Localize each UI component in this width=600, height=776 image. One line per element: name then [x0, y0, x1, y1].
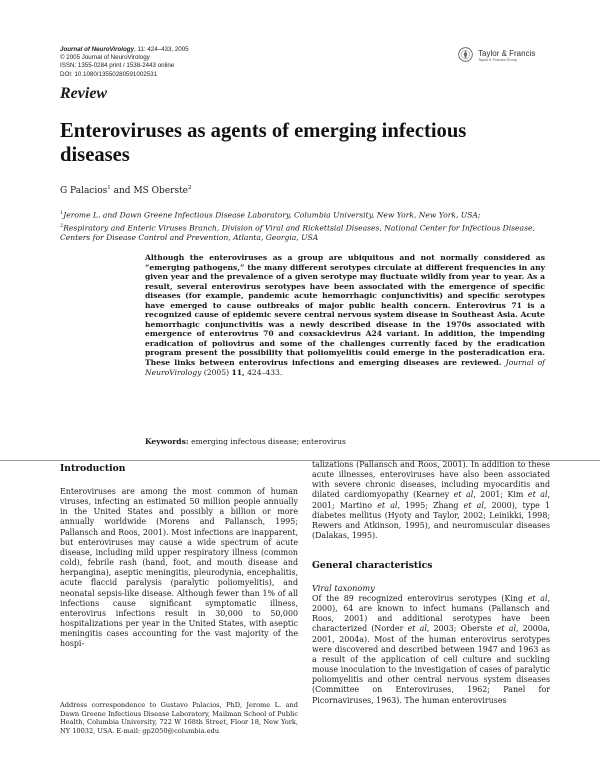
affiliation-2: Respiratory and Enteric Viruses Branch, Division of Viral and Rickettsial Diseases, National Center for Infectious Disease, Centers for Disease Control and Prevention, Atlanta, Georgia, USA [60, 223, 535, 243]
et-al: et al [496, 624, 516, 634]
introduction-paragraph: Enteroviruses are among the most common of human viruses, infecting an estimated 50 million people annually in the United States and possibly a billion or more annually worldwide (Morens and Pallansch, 1995; Pallansch and Roos, 2001). Most infections are inapparent, but enteroviruses may cause a wide spectrum of acute disease, including mild upper respiratory illness (common cold), febrile rash (hand, foot, and mouth disease and herpangina), aseptic meningitis, pleurodynia, encephalitis, acute flaccid paralysis (paralytic poliomyelitis), and neonatal sepsis-like disease. Although fewer than 1% of all infections cause significant symptomatic illness, enterovirus infections result in 30,000 to 50,000 hospitalizations per year in the United States, with aseptic meningitis cases accounting for the vast majority of the hospi- [60, 487, 298, 649]
journal-copyright: © 2005 Journal of NeuroVirology [60, 54, 150, 62]
author-1: G Palacios [60, 186, 108, 196]
general-characteristics-heading: General characteristics [312, 560, 433, 571]
abstract-body: Although the enteroviruses as a group are ubiquitous and not normally considered as “emerging pathogens,” the many different serotypes circulate at different frequencies in any given year and the prevalence of a given serotype may fluctuate wildly from year to year. As a result, several enterovirus serotypes have been associated with the emergence of specific diseases (for example, pandemic acute hemorrhagic conjunctivitis) and specific serotypes have emerged to cause outbreaks of major public health concern. Enterovirus 71 is a recognized cause of epidemic severe central nervous system disease in Southeast Asia. Acute hemorrhagic conjunctivitis was a newly described disease in the 1970s associated with emergence of enterovirus 70 and coxsackievirus A24 variant. In addition, the impending eradication of poliovirus and some of the challenges currently faced by the eradication program present the possibility that poliomyelitis could emerge in the posteradication era. These links between enterovirus infections and emerging diseases are reviewed. [145, 253, 545, 368]
author-line [60, 185, 192, 196]
right-column-paragraph-2 [312, 594, 550, 706]
journal-meta [60, 46, 189, 79]
journal-doi: DOI: 10.1080/13550280591002531 [60, 70, 158, 78]
abstract-citation-year: (2005) [201, 367, 232, 377]
text-run: , 2001; Kim [473, 490, 528, 500]
et-al: et al [527, 594, 548, 603]
keywords-label: Keywords: [145, 437, 189, 446]
text-run: , 2003; Oberste [426, 624, 497, 634]
viral-taxonomy-subheading: Viral taxonomy [312, 583, 375, 593]
et-al: et al [463, 500, 484, 510]
et-al: et al [407, 624, 427, 634]
publisher-emblem-icon [458, 47, 473, 62]
text-run: Of the 89 recognized enterovirus serotypes (King [312, 594, 528, 603]
text-run: , 2000), type 1 diabetes mellitus (Hyoty and Taylor, 2002; Leinikki, 1998; Rewers and Atkinson, 1995), and neuromuscular diseases (Dalakas, 1995). [312, 500, 551, 541]
correspondence-footnote: Address correspondence to Gustavo Palacios, PhD, Jerome L. and Dawn Greene Infectious Disease Laboratory, Mailman School of Public Health, Columbia University, 722 W 168th Street, Floor 18, New York, NY 10032, USA. E-mail: gp2050@columbia.edu [60, 701, 298, 735]
abstract-citation-pages: 424–433. [244, 367, 283, 377]
journal-volume-pages: , 11: 424–433, 2005 [134, 46, 189, 53]
article-title: Enteroviruses as agents of emerging infectious diseases [60, 120, 467, 166]
introduction-heading: Introduction [60, 463, 126, 474]
author-2-affiliation-mark: 2 [188, 185, 192, 191]
article-type: Review [60, 85, 108, 102]
journal-issn: ISSN: 1355-0284 print / 1538-2443 online [60, 62, 175, 70]
et-al: et al [453, 490, 474, 500]
affiliation-2-mark: 2 [60, 222, 64, 229]
author-1-affiliation-mark: 1 [107, 185, 111, 191]
text-run: talizations (Pallansch and Roos, 2001). In addition to these acute illnesses, enteroviruses have also been associated with severe chronic diseases, including myocarditis and dilated cardiomyopathy (Kearney [312, 460, 550, 500]
et-al: et al [377, 500, 398, 510]
abstract-citation-volume: 11, [231, 367, 245, 377]
journal-name: Journal of NeuroVirology [60, 46, 135, 53]
affiliation-1: Jerome L. and Dawn Greene Infectious Disease Laboratory, Columbia University, New York, New York, USA; [63, 210, 481, 220]
author-2: MS Oberste [133, 186, 189, 196]
keywords [145, 437, 545, 446]
abstract [145, 253, 545, 377]
publisher-tagline: Taylor & Francis Group [478, 58, 517, 62]
affiliation-1-mark: 1 [60, 210, 64, 216]
affiliations [60, 208, 550, 243]
publisher-name: Taylor & Francis [478, 49, 536, 58]
author-conjunction: and [110, 186, 134, 196]
text-run: , 2001; Martino [312, 490, 551, 510]
right-column-paragraph-1 [312, 460, 550, 541]
text-run: , 1995; Zhang [397, 500, 464, 510]
keywords-text: emerging infectous disease; enterovirus [188, 437, 346, 446]
et-al: et al [527, 490, 548, 500]
publisher-logo [458, 47, 550, 67]
abstract-citation-journal: Journal of NeuroVirology [145, 358, 545, 377]
text-run: , 2000a, 2001, 2004a). Most of the human enterovirus serotypes were discovered and described between 1947 and 1963 as a result of the application of cell culture and suckling mouse inoculation to the investigation of cases of paralytic poliomyelitis and other central nervous system diseases (Committee on Enteroviruses, 1962; Panel for Picornaviruses, 1963). The human enteroviruses [312, 624, 551, 705]
text-run: , 2000), 64 are known to infect humans (Pallansch and Roos, 2001) and additional serotypes have been characterized (Norder [312, 594, 551, 634]
